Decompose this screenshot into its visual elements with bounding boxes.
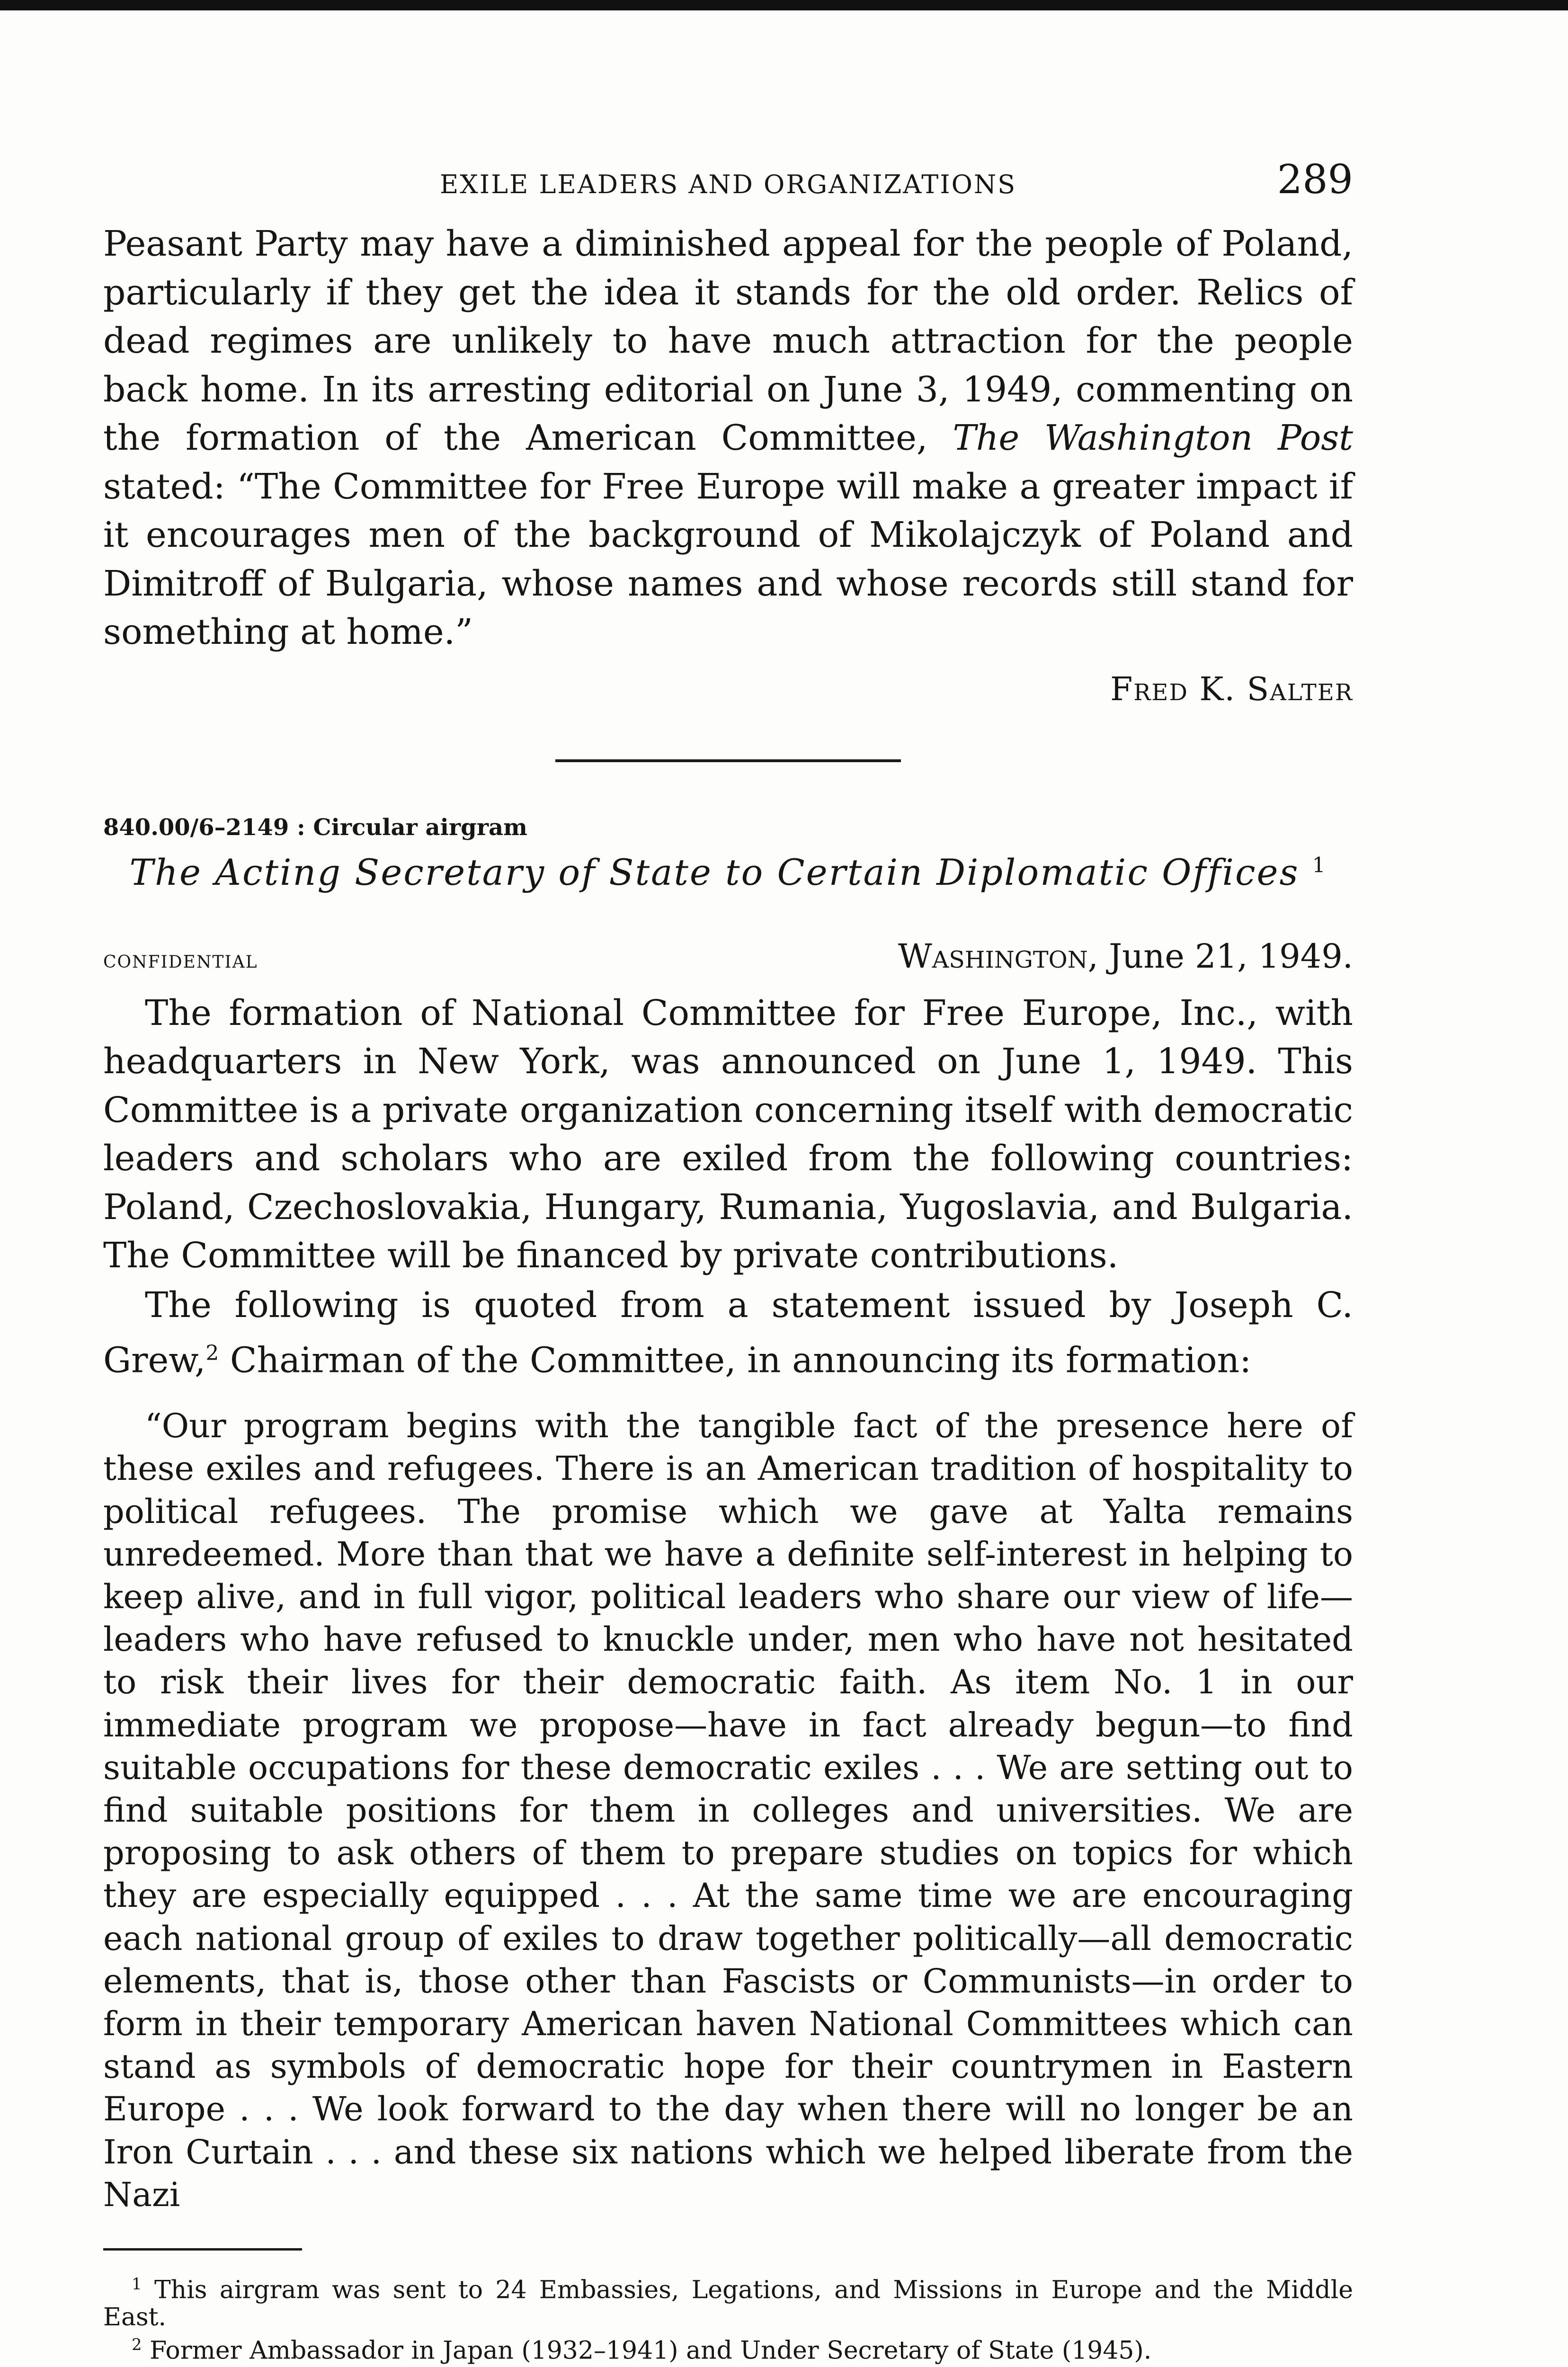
footnote-ref-1: 1 [1312,853,1327,878]
paragraph-2-text-b: Chairman of the Committee, in announcing its formation: [219,1340,1252,1381]
dateline-place: Washington, [898,936,1098,976]
document-reference: 840.00/6–2149 : Circular airgram [103,814,527,841]
paragraph-text: Peasant Party may have a diminished appeal for the people of Poland, particularly if they get the idea it stands for the old order. Relics of dead regimes are unlikely to have much attraction for the people back home. In its arresting editorial on June 3, 1949, commenting on the formation of the American Committee, [103,223,1353,458]
dateline [898,937,1353,976]
document-page [103,156,1353,2365]
footnote-rule [103,2248,302,2251]
body-paragraph-1: The formation of National Committee for Free Europe, Inc., with headquarters in New York, was announced on June 1, 1949. This Committee is a private organization concerning itself with democratic leaders and scholars who are exiled from the following countries: Poland, Czechoslovakia, Hungary, Rumania, Yugoslavia, and Bulgaria. The Committee will be financed by private contributions. [103,992,1353,1276]
document-meta [103,937,1353,976]
running-head: EXILE LEADERS AND ORGANIZATIONS [439,169,1017,199]
publication-title: The Washington Post [953,418,1354,458]
body-paragraph-2 [103,1281,1353,1385]
footnote-1-text: This airgram was sent to 24 Embassies, Legations, and Missions in Europe and the Middle East. [103,2276,1353,2332]
dateline-date: June 21, 1949. [1109,936,1353,976]
paragraph-text-cont: stated: “The Committee for Free Europe will make a greater impact if it encourages men of the background of Mikolajczyk of Poland and Dimitroff of Bulgaria, whose names and whose records still stand for something at home.” [103,466,1353,652]
section-divider [555,759,901,762]
footnote-2-mark: 2 [132,2335,142,2355]
footnote-1 [103,2270,1353,2331]
continued-paragraph [103,220,1353,657]
quoted-statement: “Our program begins with the tangible fact of the presence here of these exiles and refugees. There is an American tradition of hospitality to political refugees. The promise which we gave at Yalta remains unredeemed. More than that we have a definite self-interest in helping to keep alive, and in full vigor, political leaders who share our view of life—leaders who have refused to knuckle under, men who have not hesitated to risk their lives for their democratic faith. As item No. 1 in our immediate program we propose—have in fact already begun—to find suitable occupations for these democratic exiles . . . We are setting out to find suitable positions for them in colleges and universities. We are proposing to ask others of them to prepare studies on topics for which they are especially equipped . . . At the same time we are encouraging each national group of exiles to draw together politically—all democratic elements, that is, those other than Fascists or Communists—in order to form in their temporary American haven National Committees which can stand as symbols of democratic hope for their countrymen in Eastern Europe . . . We look forward to the day when there will no longer be an Iron Curtain . . . and these six nations which we helped liberate from the Nazi [103,1406,1353,2214]
document-title-text: The Acting Secretary of State to Certain Diplomatic Offices [129,851,1300,893]
footnote-2-text: Former Ambassador in Japan (1932–1941) and Under Secretary of State (1945). [150,2336,1152,2365]
document-title [103,851,1353,893]
footnote-ref-2: 2 [205,1341,219,1365]
paragraph-2-text-a: The following is quoted from a statement issued by Joseph C. Grew, [103,1284,1353,1381]
page-number: 289 [1277,156,1353,203]
author-signature: Fred K. Salter [1110,670,1353,708]
footnote-1-mark: 1 [132,2275,142,2294]
footnote-2 [103,2331,1353,2364]
page-header [103,156,1353,213]
classification-label: confidential [103,945,258,974]
scan-edge [0,0,1568,10]
